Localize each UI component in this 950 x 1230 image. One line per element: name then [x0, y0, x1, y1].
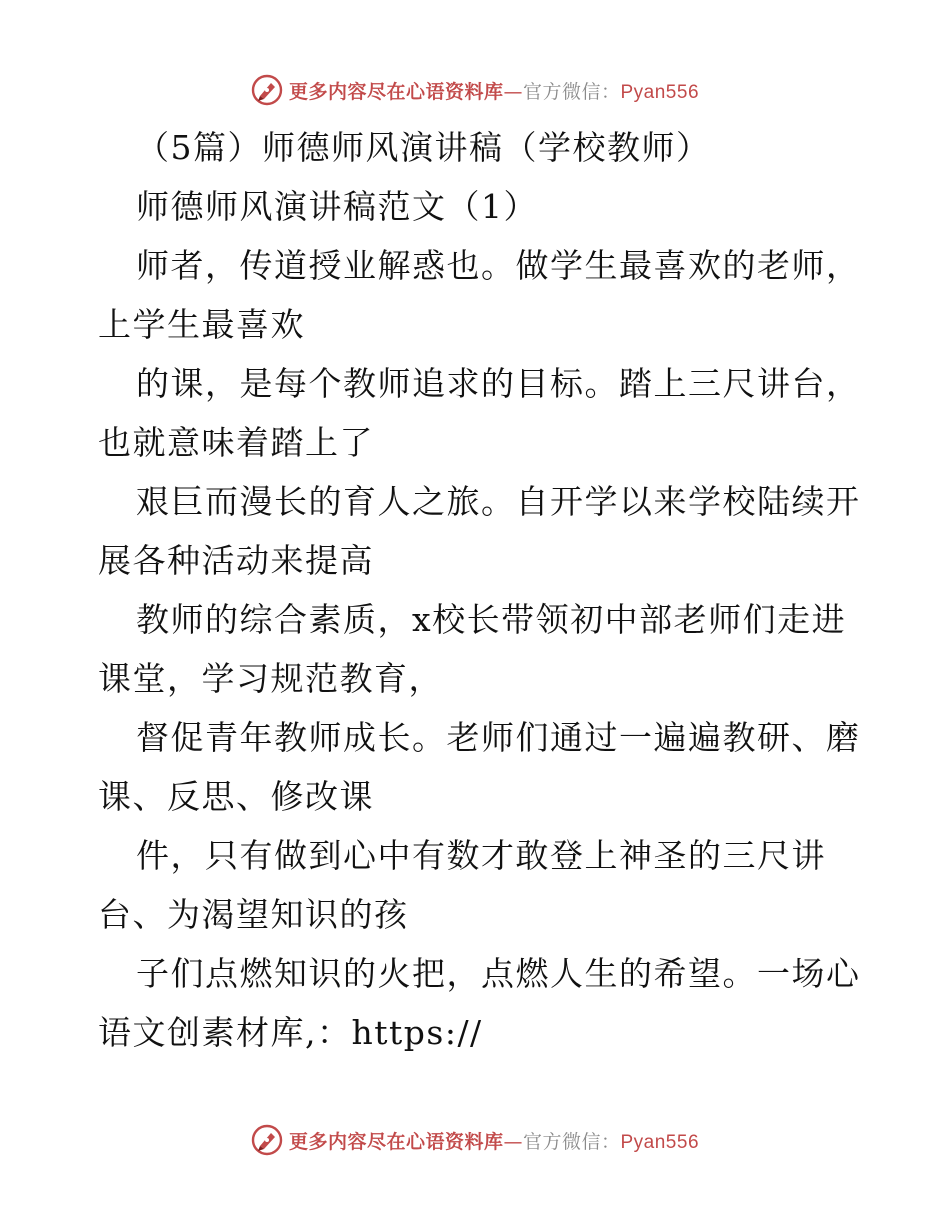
paragraph-line: 语文创素材库,：https://: [98, 1013, 483, 1052]
pen-logo-icon: [251, 1124, 283, 1156]
paragraph-line: 督促青年教师成长。老师们通过一遍遍教研、磨: [136, 718, 861, 757]
paragraph-line: 子们点燃知识的火把，点燃人生的希望。一场心: [136, 954, 861, 993]
paragraph-line: 件，只有做到心中有数才敢登上神圣的三尺讲: [136, 836, 826, 875]
pen-logo-icon: [251, 74, 283, 106]
paragraph-line: 展各种活动来提高: [98, 541, 374, 580]
footer-wechat-label: 官方微信：: [522, 1130, 621, 1153]
document-subtitle: 师德师风演讲稿范文（1）: [136, 187, 538, 226]
footer-wechat-id: Pyan556: [620, 1131, 700, 1153]
header-wechat-id: Pyan556: [620, 81, 700, 103]
footer-text: [289, 1127, 699, 1154]
header-text: [289, 77, 699, 104]
paragraph-line: 台、为渴望知识的孩: [98, 895, 409, 934]
paragraph-line: 教师的综合素质，x校长带领初中部老师们走进: [136, 600, 847, 639]
header-banner: [0, 70, 950, 110]
paragraph-line: 的课，是每个教师追求的目标。踏上三尺讲台，: [136, 364, 861, 403]
footer-banner: [0, 1120, 950, 1160]
footer-site-text: 更多内容尽在心语资料库: [288, 1130, 504, 1153]
header-site-text: 更多内容尽在心语资料库: [288, 80, 504, 103]
document-body: [98, 118, 861, 1062]
document-title: （5篇）师德师风演讲稿（学校教师）: [136, 128, 711, 167]
paragraph-line: 课堂，学习规范教育，: [98, 659, 443, 698]
footer-dash: —: [503, 1130, 523, 1153]
paragraph-line: 上学生最喜欢: [98, 305, 305, 344]
header-dash: —: [503, 80, 523, 103]
paragraph-line: 也就意味着踏上了: [98, 423, 374, 462]
header-wechat-label: 官方微信：: [522, 80, 621, 103]
paragraph-line: 课、反思、修改课: [98, 777, 374, 816]
paragraph-line: 师者，传道授业解惑也。做学生最喜欢的老师，: [136, 246, 861, 285]
paragraph-line: 艰巨而漫长的育人之旅。自开学以来学校陆续开: [136, 482, 861, 521]
